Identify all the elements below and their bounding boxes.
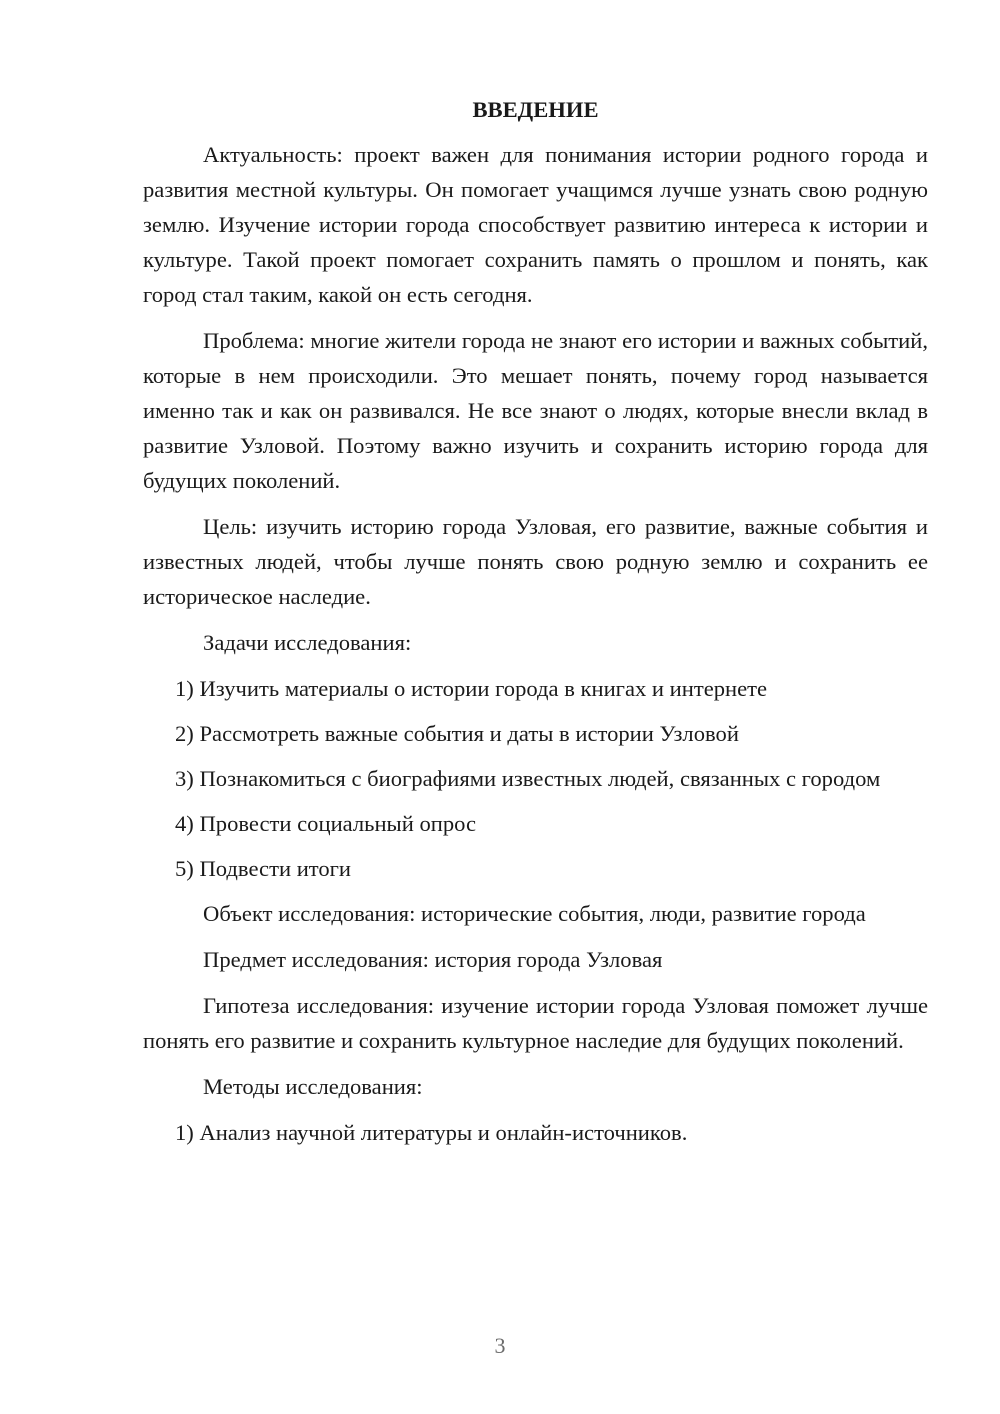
goal-paragraph: Цель: изучить историю города Узловая, его развитие, важные события и известных людей, чтобы лучше понять свою родную землю и сохранить ее историческое наследие.: [143, 514, 928, 609]
page-number: 3: [494, 1333, 506, 1358]
task-item: 4) Провести социальный опрос: [175, 811, 477, 836]
section-heading: ВВЕДЕНИЕ: [472, 97, 599, 122]
tasks-heading: Задачи исследования:: [203, 630, 412, 655]
page-content: [143, 95, 928, 1160]
method-item: 1) Анализ научной литературы и онлайн-источников.: [175, 1120, 688, 1145]
relevance-paragraph: Актуальность: проект важен для понимания истории родного города и развития местной культуры. Он помогает учащимся лучше узнать свою родную землю. Изучение истории города способствует развитию интереса к истории и культуре. Такой проект помогает сохранить память о прошлом и понять, как город стал таким, какой он есть сегодня.: [143, 142, 928, 307]
task-item: 5) Подвести итоги: [175, 856, 352, 881]
hypothesis-paragraph: Гипотеза исследования: изучение истории города Узловая поможет лучше понять его развитие и сохранить культурное наследие для будущих поколений.: [143, 993, 928, 1053]
problem-paragraph: Проблема: многие жители города не знают его истории и важных событий, которые в нем происходили. Это мешает понять, почему город называется именно так и как он развивался. Не все знают о людях, которые внесли вклад в развитие Узловой. Поэтому важно изучить и сохранить историю города для будущих поколений.: [143, 328, 928, 493]
subject-paragraph: Предмет исследования: история города Узловая: [203, 947, 663, 972]
methods-heading: Методы исследования:: [203, 1074, 423, 1099]
task-item: 2) Рассмотреть важные события и даты в истории Узловой: [175, 721, 739, 746]
object-paragraph: Объект исследования: исторические события, люди, развитие города: [203, 901, 866, 926]
task-item: 3) Познакомиться с биографиями известных людей, связанных с городом: [175, 766, 881, 791]
task-item: 1) Изучить материалы о истории города в книгах и интернете: [175, 676, 768, 701]
